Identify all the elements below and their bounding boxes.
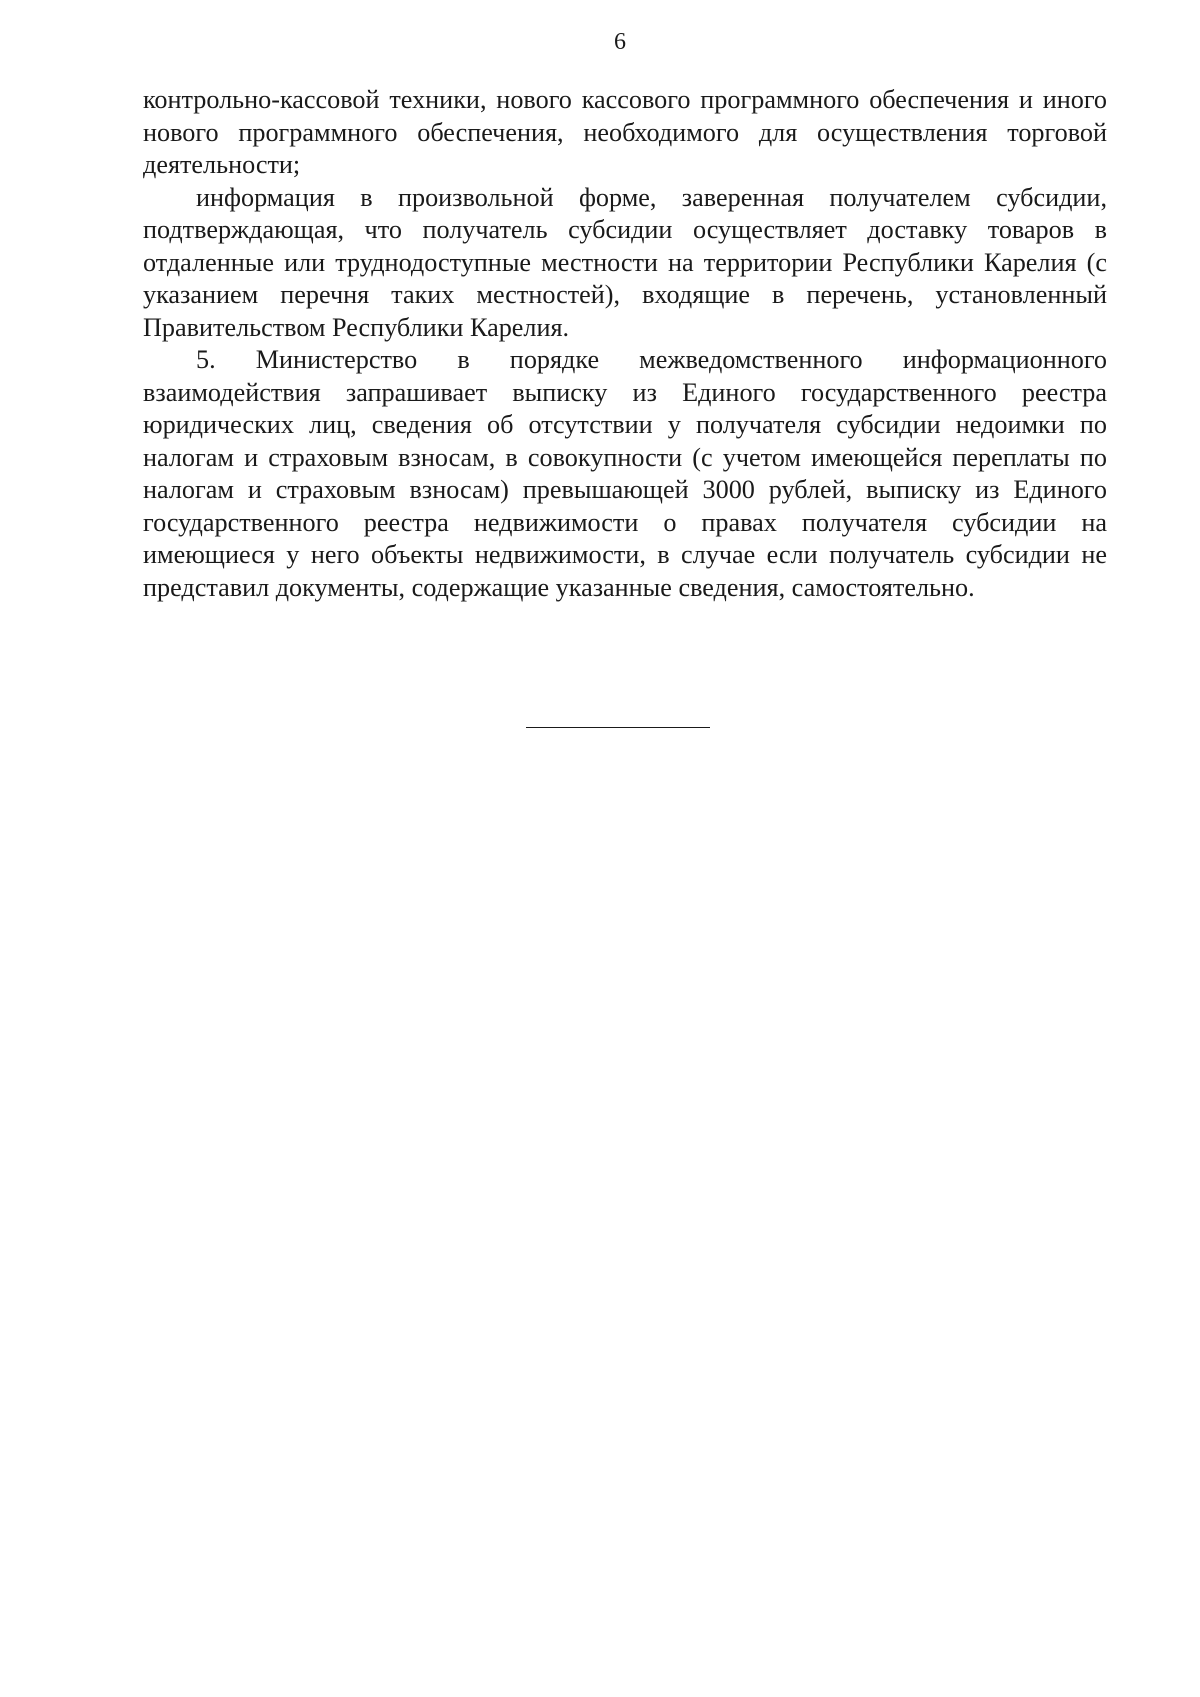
- paragraph-continuation: контрольно-кассовой техники, нового кассового программного обеспечения и иного нового программного обеспечения, необходимого для осуществления торговой деятельности;: [143, 85, 1107, 179]
- paragraph-clause-5: 5. Министерство в порядке межведомственного информационного взаимодействия запрашивает выписку из Единого государственного реестра юридических лиц, сведения об отсутствии у получателя субсидии недоимки по налогам и страховым взносам, в совокупности (с учетом имеющейся переплаты по налогам и страховым взносам) превышающей 3000 рублей, выписку из Единого государственного реестра недвижимости о правах получателя субсидии на имеющиеся у него объекты недвижимости, в случае если получатель субсидии не представил документы, содержащие указанные сведения, самостоятельно.: [143, 345, 1107, 602]
- paragraph-delivery-info: информация в произвольной форме, заверенная получателем субсидии, подтверждающая, что получатель субсидии осуществляет доставку товаров в отдаленные или труднодоступные местности на территории Республики Карелия (с указанием перечня таких местностей), входящие в перечень, установленный Правительством Республики Карелия.: [143, 182, 1107, 342]
- document-body: [143, 84, 1107, 604]
- page-number: 6: [614, 29, 626, 55]
- end-of-document-rule: [526, 727, 710, 728]
